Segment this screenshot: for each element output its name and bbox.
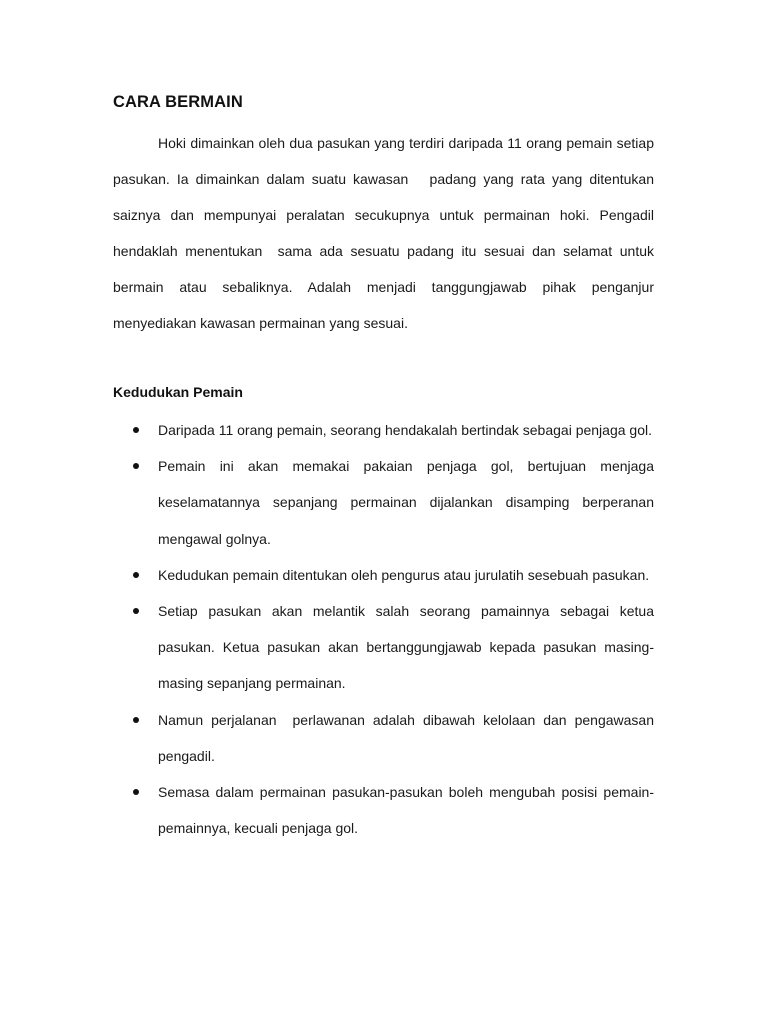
list-item <box>113 412 654 448</box>
bullet-icon <box>133 463 139 469</box>
bullet-icon <box>133 717 139 723</box>
list-item <box>113 774 654 846</box>
list-item-text: Daripada 11 orang pemain, seorang hendakalah bertindak sebagai penjaga gol. <box>158 422 652 438</box>
list-item <box>113 557 654 593</box>
bullet-icon <box>133 427 139 433</box>
page-title: CARA BERMAIN <box>113 93 243 111</box>
list-item <box>113 702 658 774</box>
bullet-icon <box>133 608 139 614</box>
bullet-icon <box>133 572 139 578</box>
bullet-icon <box>133 789 139 795</box>
list-item-text: Pemain ini akan memakai pakaian penjaga gol, bertujuan menjaga keselamatannya sepanjang permainan dijalankan disamping berperanan mengawal golnya. <box>158 458 654 547</box>
bullet-list <box>113 412 658 846</box>
list-item <box>113 593 654 702</box>
list-item-text: Semasa dalam permainan pasukan-pasukan boleh mengubah posisi pemain-pemainnya, kecuali penjaga gol. <box>158 784 654 837</box>
intro-paragraph: Hoki dimainkan oleh dua pasukan yang terdiri daripada 11 orang pemain setiap pasukan. Ia dimainkan dalam suatu kawasan padang yang rata yang ditentukan saiznya dan mempunyai peralatan secukupnya untuk permainan hoki. Pengadil hendaklah menentukan sama ada sesuatu padang itu sesuai dan selamat untuk bermain atau sebaliknya. Adalah menjadi tanggungjawab pihak penganjur menyediakan kawasan permainan yang sesuai. <box>113 135 658 331</box>
list-item <box>113 448 654 557</box>
list-item-text: Namun perjalanan perlawanan adalah dibawah kelolaan dan pengawasan pengadil. <box>158 711 658 764</box>
section-heading: Kedudukan Pemain <box>113 384 243 400</box>
list-item-text: Setiap pasukan akan melantik salah seorang pamainnya sebagai ketua pasukan. Ketua pasukan akan bertanggungjawab kepada pasukan masing-masing sepanjang permainan. <box>158 603 654 692</box>
list-item-text: Kedudukan pemain ditentukan oleh pengurus atau jurulatih sesebuah pasukan. <box>158 566 650 583</box>
